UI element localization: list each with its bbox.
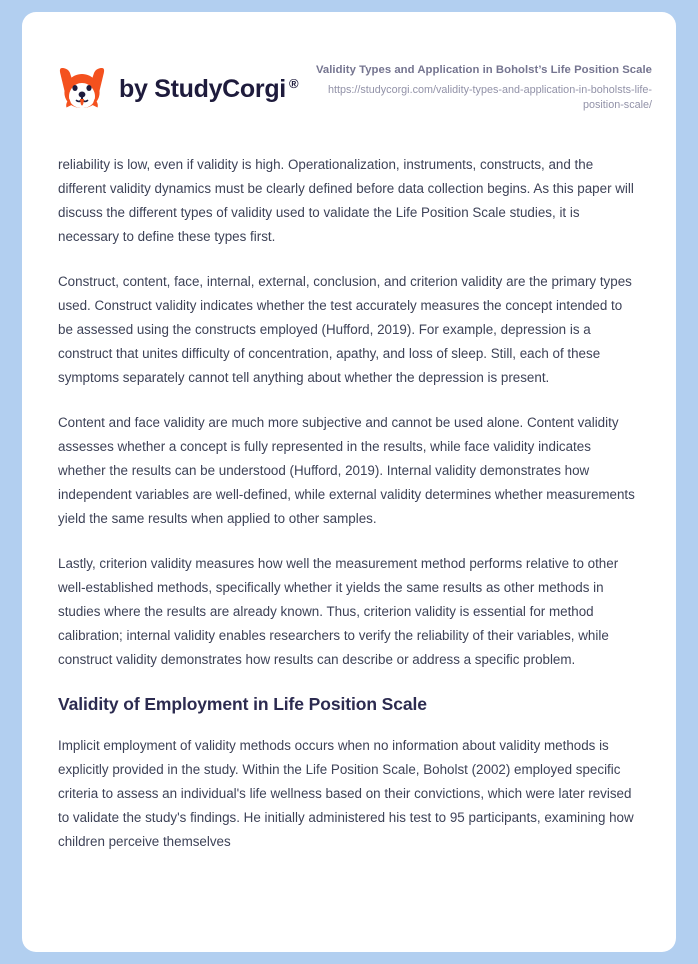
studycorgi-brand	[58, 60, 298, 112]
document-page-sheet	[22, 12, 676, 952]
section-heading: Validity of Employment in Life Position Scale	[58, 693, 427, 714]
document-title: Validity Types and Application in Boholst’s Life Position Scale	[315, 64, 652, 76]
body-paragraph: reliability is low, even if validity is high. Operationalization, instruments, constructs, and the different validity dynamics must be clearly defined before data collection begins. As this paper will discuss the different types of validity used to validate the Life Position Scale studies, it is necessary to define these types first.	[58, 156, 634, 244]
document-header	[22, 12, 676, 114]
body-paragraph: Lastly, criterion validity measures how well the measurement method performs relative to other well-established methods, specifically whether it yields the same results as other methods in studies where the results are already known. Thus, criterion validity is essential for method calibration; internal validity enables researchers to verify the reliability of their variables, while construct validity demonstrates how results can describe or address a specific problem.	[58, 555, 619, 667]
body-paragraph: Content and face validity are much more subjective and cannot be used alone. Content validity assesses whether a concept is fully represented in the results, while face validity indicates whether the results can be understood (Hufford, 2019). Internal validity demonstrates how independent variables are well-defined, while external validity determines whether measurements yield the same results when applied to other samples.	[58, 414, 635, 526]
document-body	[22, 153, 676, 854]
registered-trademark-symbol: ®	[288, 75, 299, 91]
body-paragraph: Construct, content, face, internal, external, conclusion, and criterion validity are the primary types used. Construct validity indicates whether the test accurately measures the concept intended to be assessed using the constructs employed (Hufford, 2019). For example, depression is a construct that unites difficulty of concentration, apathy, and loss of sleep. Still, each of these symptoms separately cannot tell anything about whether the depression is present.	[58, 273, 632, 385]
body-paragraph: Implicit employment of validity methods occurs when no information about validity methods is explicitly provided in the study. Within the Life Position Scale, Boholst (2002) employed specific criteria to assess an individual's life wellness based on their convictions, which were later revised to validate the study's findings. He initially administered his test to 95 participants, examining how children perceive themselves	[58, 737, 634, 849]
document-meta	[312, 60, 652, 114]
document-url[interactable]: https://studycorgi.com/validity-types-and-application-in-boholsts-life-position-scale/	[327, 84, 652, 112]
brand-name-text: by StudyCorgi	[119, 74, 286, 103]
corgi-face-icon	[58, 66, 106, 112]
brand-wordmark	[119, 75, 298, 104]
